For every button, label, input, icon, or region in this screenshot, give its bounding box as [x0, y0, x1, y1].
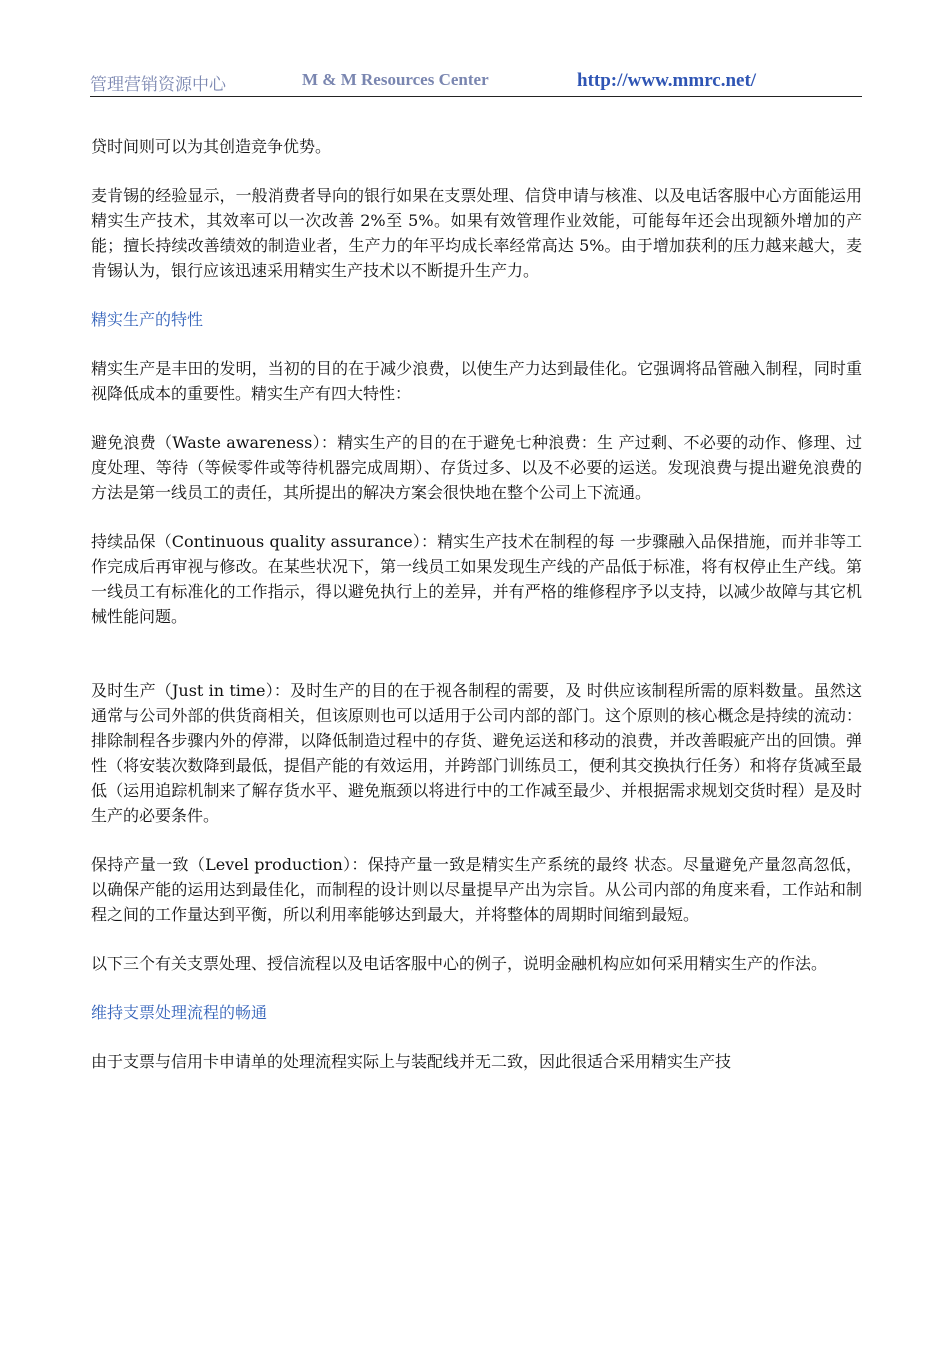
- page-header: [90, 66, 862, 97]
- paragraph-level-production: 保持产量一致（Level production）：保持产量一致是精实生产系统的最终 状态。尽量避免产量忽高忽低，以确保产能的运用达到最佳化，而制程的设计则以尽量提早产出为宗旨。从公司内部的角度来看，工作站和制程之间的工作量达到平衡，所以利用率能够达到最大，并将整体的周期时间缩到最短。: [91, 855, 862, 924]
- paragraph-examples-intro: 以下三个有关支票处理、授信流程以及电话客服中心的例子，说明金融机构应如何采用精实生产的作法。: [91, 954, 828, 973]
- section-heading-lean-characteristics: 精实生产的特性: [91, 310, 204, 329]
- paragraph-continuous-quality: 持续品保（Continuous quality assurance）：精实生产技术在制程的每 一步骤融入品保措施，而并非等工作完成后再审视与修改。在某些状况下，第一线员工如果发现生产线的产品低于标准，将有权停止生产线。第一线员工有标准化的工作指示，得以避免执行上的差异，并有严格的维修程序予以支持，以减少故障与其它机械性能问题。: [91, 532, 862, 626]
- paragraph-just-in-time: 及时生产（Just in time）：及时生产的目的在于视各制程的需要，及 时供应该制程所需的原料数量。虽然这通常与公司外部的供货商相关，但该原则也可以适用于公司内部的部门。这个原则的核心概念是持续的流动：排除制程各步骤内外的停滞，以降低制造过程中的存货、避免运送和移动的浪费，并改善暇疵产出的回馈。弹性（将安装次数降到最低，提倡产能的有效运用，并跨部门训练员工，便利其交换执行任务）和将存货减至最低（运用追踪机制来了解存货水平、避免瓶颈以将进行中的工作减至最少、并根据需求规划交货时程）是及时生产的必要条件。: [91, 681, 862, 825]
- header-org-chinese: 管理营销资源中心: [90, 75, 226, 95]
- paragraph-mckinsey-experience: 麦肯锡的经验显示，一般消费者导向的银行如果在支票处理、信贷申请与核准、以及电话客服中心方面能运用精实生产技术，其效率可以一次改善 2%至 5%。如果有效管理作业效能，可能每年还会出现额外增加的产能；擅长持续改善绩效的制造业者，生产力的年平均成长率经常高达 5%。由于增加获利的压力越来越大，麦肯锡认为，银行应该迅速采用精实生产技术以不断提升生产力。: [91, 186, 862, 280]
- document-body: [91, 134, 862, 1098]
- section-heading-check-processing: 维持支票处理流程的畅通: [91, 1003, 268, 1022]
- paragraph-waste-awareness: 避免浪费（Waste awareness）：精实生产的目的在于避免七种浪费：生 产过剩、不必要的动作、修理、过度处理、等待（等候零件或等待机器完成周期）、存货过多、以及不必要的运送。发现浪费与提出避免浪费的方法是第一线员工的责任，其所提出的解决方案会很快地在整个公司上下流通。: [91, 433, 862, 502]
- blank-line: [91, 653, 862, 678]
- paragraph-check-processing: 由于支票与信用卡申请单的处理流程实际上与装配线并无二致，因此很适合采用精实生产技: [91, 1052, 732, 1071]
- paragraph-continuation: 贷时间则可以为其创造竞争优势。: [91, 137, 332, 156]
- header-url-link[interactable]: http://www.mmrc.net/: [577, 70, 757, 91]
- paragraph-lean-intro: 精实生产是丰田的发明，当初的目的在于减少浪费，以使生产力达到最佳化。它强调将品管融入制程，同时重视降低成本的重要性。精实生产有四大特性：: [91, 359, 862, 403]
- header-org-english: M & M Resources Center: [302, 70, 489, 89]
